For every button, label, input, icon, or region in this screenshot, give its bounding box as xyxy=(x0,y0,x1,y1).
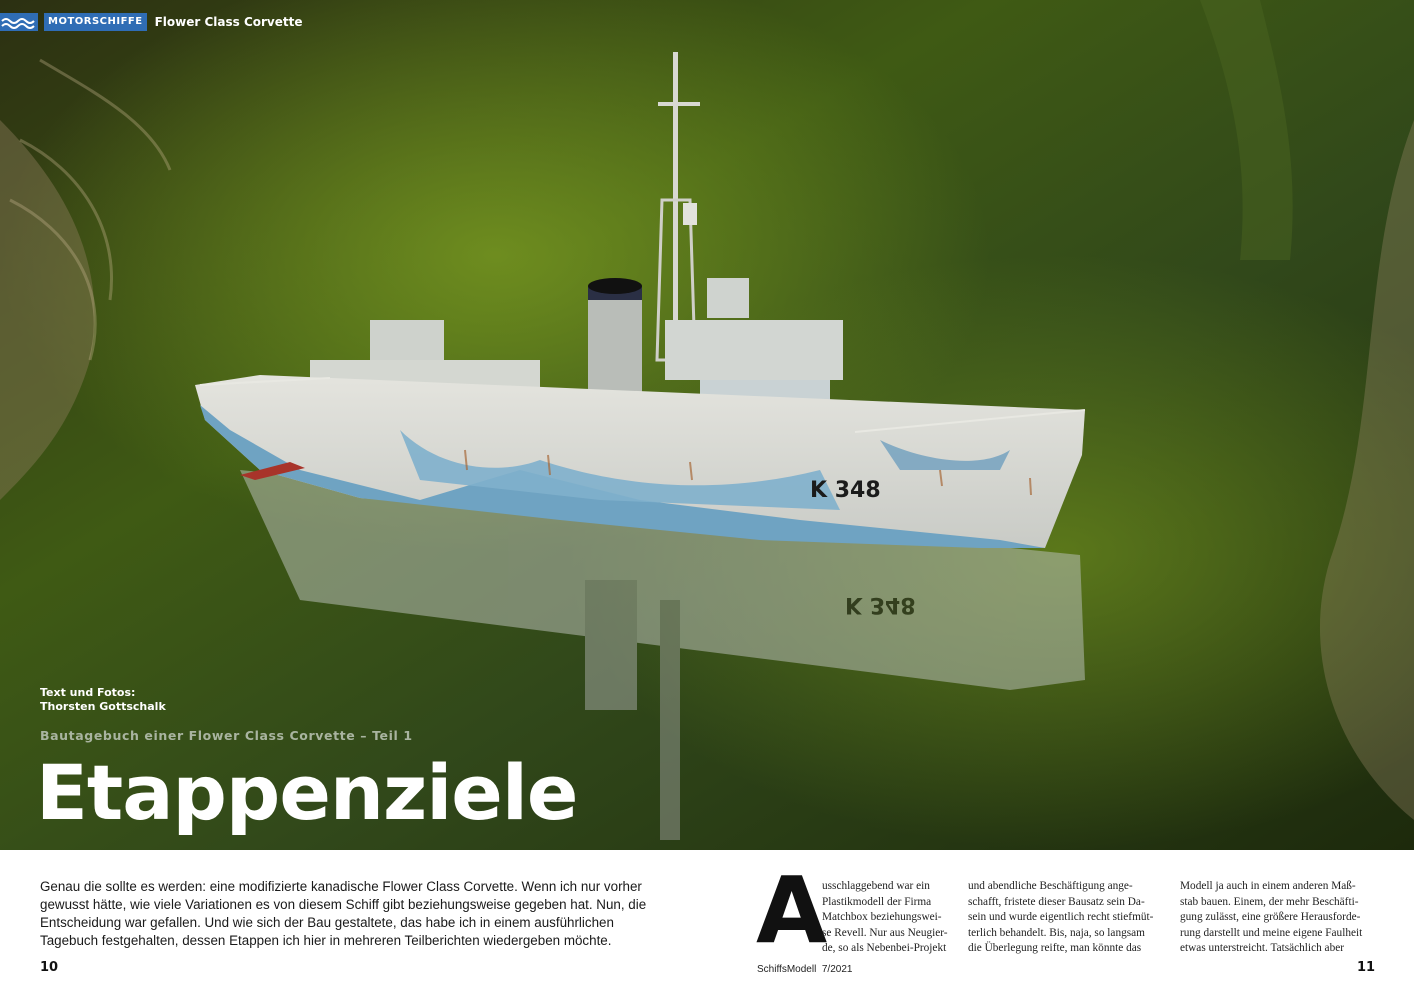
body-line: se Revell. Nur aus Neugier- xyxy=(822,926,948,939)
body-line: Matchbox beziehungswei- xyxy=(822,911,942,923)
page-number-left: 10 xyxy=(40,960,59,975)
body-line: schafft, fristete dieser Bausatz sein Da- xyxy=(968,895,1145,908)
hull-number: K 348 xyxy=(810,478,881,503)
credit-author: Thorsten Gottschalk xyxy=(40,700,166,713)
body-line: die Überlegung reifte, man könnte das xyxy=(968,942,1142,954)
article-headline: Etappenziele xyxy=(36,748,578,837)
body-line: etwas unterstreicht. Tatsächlich aber xyxy=(1180,942,1344,954)
header-title: Flower Class Corvette xyxy=(154,15,303,29)
body-line: de, so als Nebenbei-Projekt xyxy=(822,942,947,954)
body-column-1 xyxy=(822,879,952,957)
intro-paragraph: Genau die sollte es werden: eine modifizierte kanadische Flower Class Corvette. Wenn ich nur vorher gewusst hätte, wie viele Variationen es von diesem Schiff gibt beziehungsweise gegeben hat. Nun, die Entscheidung war gefallen. Und wie sich der Bau gestaltete, das habe ich in einem ausführlichen Tagebuch festgehalten, dessen Etappen ich hier in mehreren Teilberichten wiedergeben möchte. xyxy=(40,879,647,948)
body-line: und abendliche Beschäftigung ange- xyxy=(968,880,1133,892)
body-line: usschlaggebend war ein xyxy=(822,880,930,892)
waves-icon xyxy=(0,13,38,31)
section-header xyxy=(0,12,303,32)
dropcap: A xyxy=(756,857,828,964)
magazine-name: SchiffsModell xyxy=(757,964,817,975)
magazine-footer xyxy=(757,964,852,975)
body-column-3 xyxy=(1180,879,1374,957)
body-line: terlich behandelt. Bis, naja, so langsam xyxy=(968,926,1145,939)
section-badge: MOTORSCHIFFE xyxy=(44,13,147,31)
body-line: stab bauen. Einem, der mehr Beschäfti- xyxy=(1180,895,1359,908)
body-line: sein und wurde eigentlich recht stiefmüt- xyxy=(968,911,1154,923)
magazine-issue: 7/2021 xyxy=(821,964,853,975)
body-line: rung darstellt und meine eigene Faulheit xyxy=(1180,926,1363,939)
author-credit xyxy=(40,686,166,714)
article-subtitle: Bautagebuch einer Flower Class Corvette – Teil 1 xyxy=(40,728,413,743)
page-number-right: 11 xyxy=(1357,960,1376,975)
body-line: Plastikmodell der Firma xyxy=(822,895,932,908)
svg-text:K 348: K 348 xyxy=(845,592,916,617)
body-line: Modell ja auch in einem anderen Maß- xyxy=(1180,880,1356,892)
body-line: gung zulässt, eine größere Herausforde- xyxy=(1180,911,1361,923)
credit-label: Text und Fotos: xyxy=(40,686,136,699)
body-column-2 xyxy=(968,879,1164,957)
